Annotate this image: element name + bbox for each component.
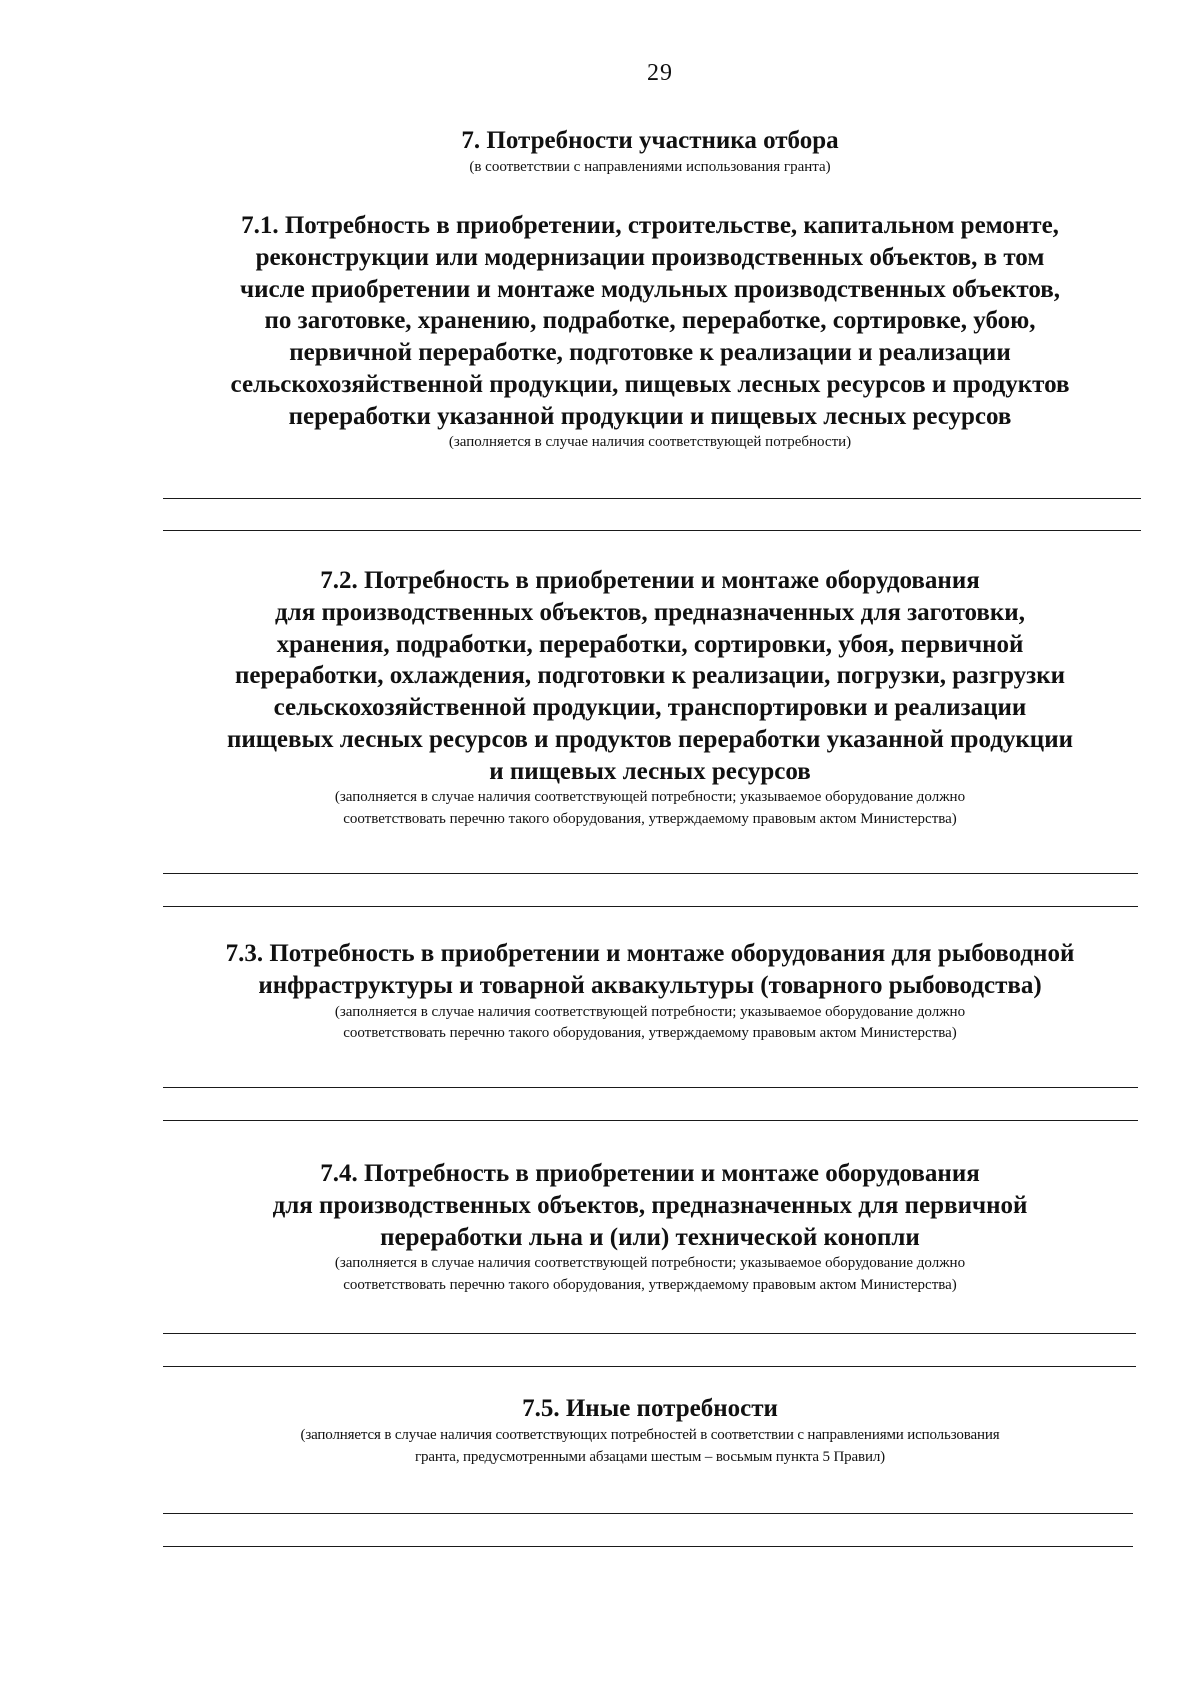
fill-in-line xyxy=(163,1366,1136,1367)
section-7-1-note xyxy=(160,432,1140,454)
title-line: реконструкции или модернизации производственных объектов, в том xyxy=(255,243,1045,271)
fill-in-line xyxy=(163,1087,1138,1088)
title-line: инфраструктуры и товарной аквакультуры (товарного рыбоводства) xyxy=(258,971,1042,999)
note-line: соответствовать перечню такого оборудования, утверждаемому правовым актом Министерства) xyxy=(343,1277,957,1293)
fill-in-line xyxy=(163,1513,1133,1514)
page-number: 29 xyxy=(647,60,673,86)
note-line: соответствовать перечню такого оборудования, утверждаемому правовым актом Министерства) xyxy=(343,1025,957,1042)
title-line: пищевых лесных ресурсов и продуктов переработки указанной продукции xyxy=(226,725,1074,753)
title-line: переработки льна и (или) технической конопли xyxy=(380,1223,920,1251)
section-7-1-title xyxy=(160,210,1140,432)
section-7-4-title xyxy=(160,1158,1140,1253)
section-7-title: 7. Потребности участника отбора xyxy=(461,127,839,154)
note-line: гранта, предусмотренными абзацами шестым – восьмым пункта 5 Правил) xyxy=(414,1448,886,1465)
title-line: первичной переработке, подготовке к реализации и реализации xyxy=(289,339,1011,366)
section-7-3 xyxy=(160,938,1140,1045)
fill-in-line xyxy=(163,1546,1133,1547)
title-line: по заготовке, хранению, подработке, переработке, сортировке, убою, xyxy=(264,307,1036,335)
fill-in-line xyxy=(163,1333,1136,1334)
title-line: 7.5. Иные потребности xyxy=(522,1395,778,1422)
section-7-5 xyxy=(160,1393,1140,1468)
title-line: 7.2. Потребность в приобретении и монтаже оборудования xyxy=(320,567,980,594)
note-line: (заполняется в случае наличия соответствующей потребности; указываемое оборудование должно xyxy=(334,1255,966,1272)
fill-in-line xyxy=(163,498,1141,499)
title-line: 7.1. Потребность в приобретении, строительстве, капитальном ремонте, xyxy=(241,212,1059,239)
title-line: числе приобретении и монтаже модульных производственных объектов, xyxy=(239,275,1061,303)
title-line: 7.4. Потребность в приобретении и монтаже оборудования xyxy=(320,1160,980,1187)
title-line: 7.3. Потребность в приобретении и монтаже оборудования для рыбоводной xyxy=(225,940,1075,967)
section-7-3-note xyxy=(160,1002,1140,1046)
note-line: (заполняется в случае наличия соответствующей потребности) xyxy=(448,434,852,451)
fill-in-line xyxy=(163,1120,1138,1121)
title-line: переработки указанной продукции и пищевых лесных ресурсов xyxy=(288,402,1012,430)
section-7-5-note xyxy=(160,1425,1140,1469)
section-7-5-title xyxy=(160,1393,1140,1425)
section-7-3-title xyxy=(160,938,1140,1002)
title-line: и пищевых лесных ресурсов xyxy=(489,757,811,785)
title-line: хранения, подработки, переработки, сортировки, убоя, первичной xyxy=(276,630,1024,658)
section-7-2-title xyxy=(160,565,1140,787)
section-7-2-note xyxy=(160,787,1140,831)
title-line: для производственных объектов, предназначенных для первичной xyxy=(272,1191,1028,1219)
fill-in-line xyxy=(163,530,1141,531)
title-line: переработки, охлаждения, подготовки к реализации, погрузки, разгрузки xyxy=(234,662,1066,690)
section-7-2 xyxy=(160,565,1140,831)
title-line: сельскохозяйственной продукции, транспортировки и реализации xyxy=(273,694,1027,721)
section-7-header xyxy=(160,125,1140,179)
note-line: соответствовать перечню такого оборудования, утверждаемому правовым актом Министерства) xyxy=(343,811,957,827)
note-line: (заполняется в случае наличия соответствующих потребностей в соответствии с направлениями использования xyxy=(300,1426,1000,1443)
section-7-note: (в соответствии с направлениями использования гранта) xyxy=(469,158,831,175)
title-line: для производственных объектов, предназначенных для заготовки, xyxy=(275,598,1025,626)
note-line: (заполняется в случае наличия соответствующей потребности; указываемое оборудование должно xyxy=(334,789,966,806)
section-7-4-note xyxy=(160,1253,1140,1297)
fill-in-line xyxy=(163,906,1138,907)
section-7-4 xyxy=(160,1158,1140,1297)
section-7-1 xyxy=(160,210,1140,454)
note-line: (заполняется в случае наличия соответствующей потребности; указываемое оборудование должно xyxy=(334,1003,966,1020)
title-line: сельскохозяйственной продукции, пищевых лесных ресурсов и продуктов xyxy=(230,370,1070,398)
fill-in-line xyxy=(163,873,1138,874)
